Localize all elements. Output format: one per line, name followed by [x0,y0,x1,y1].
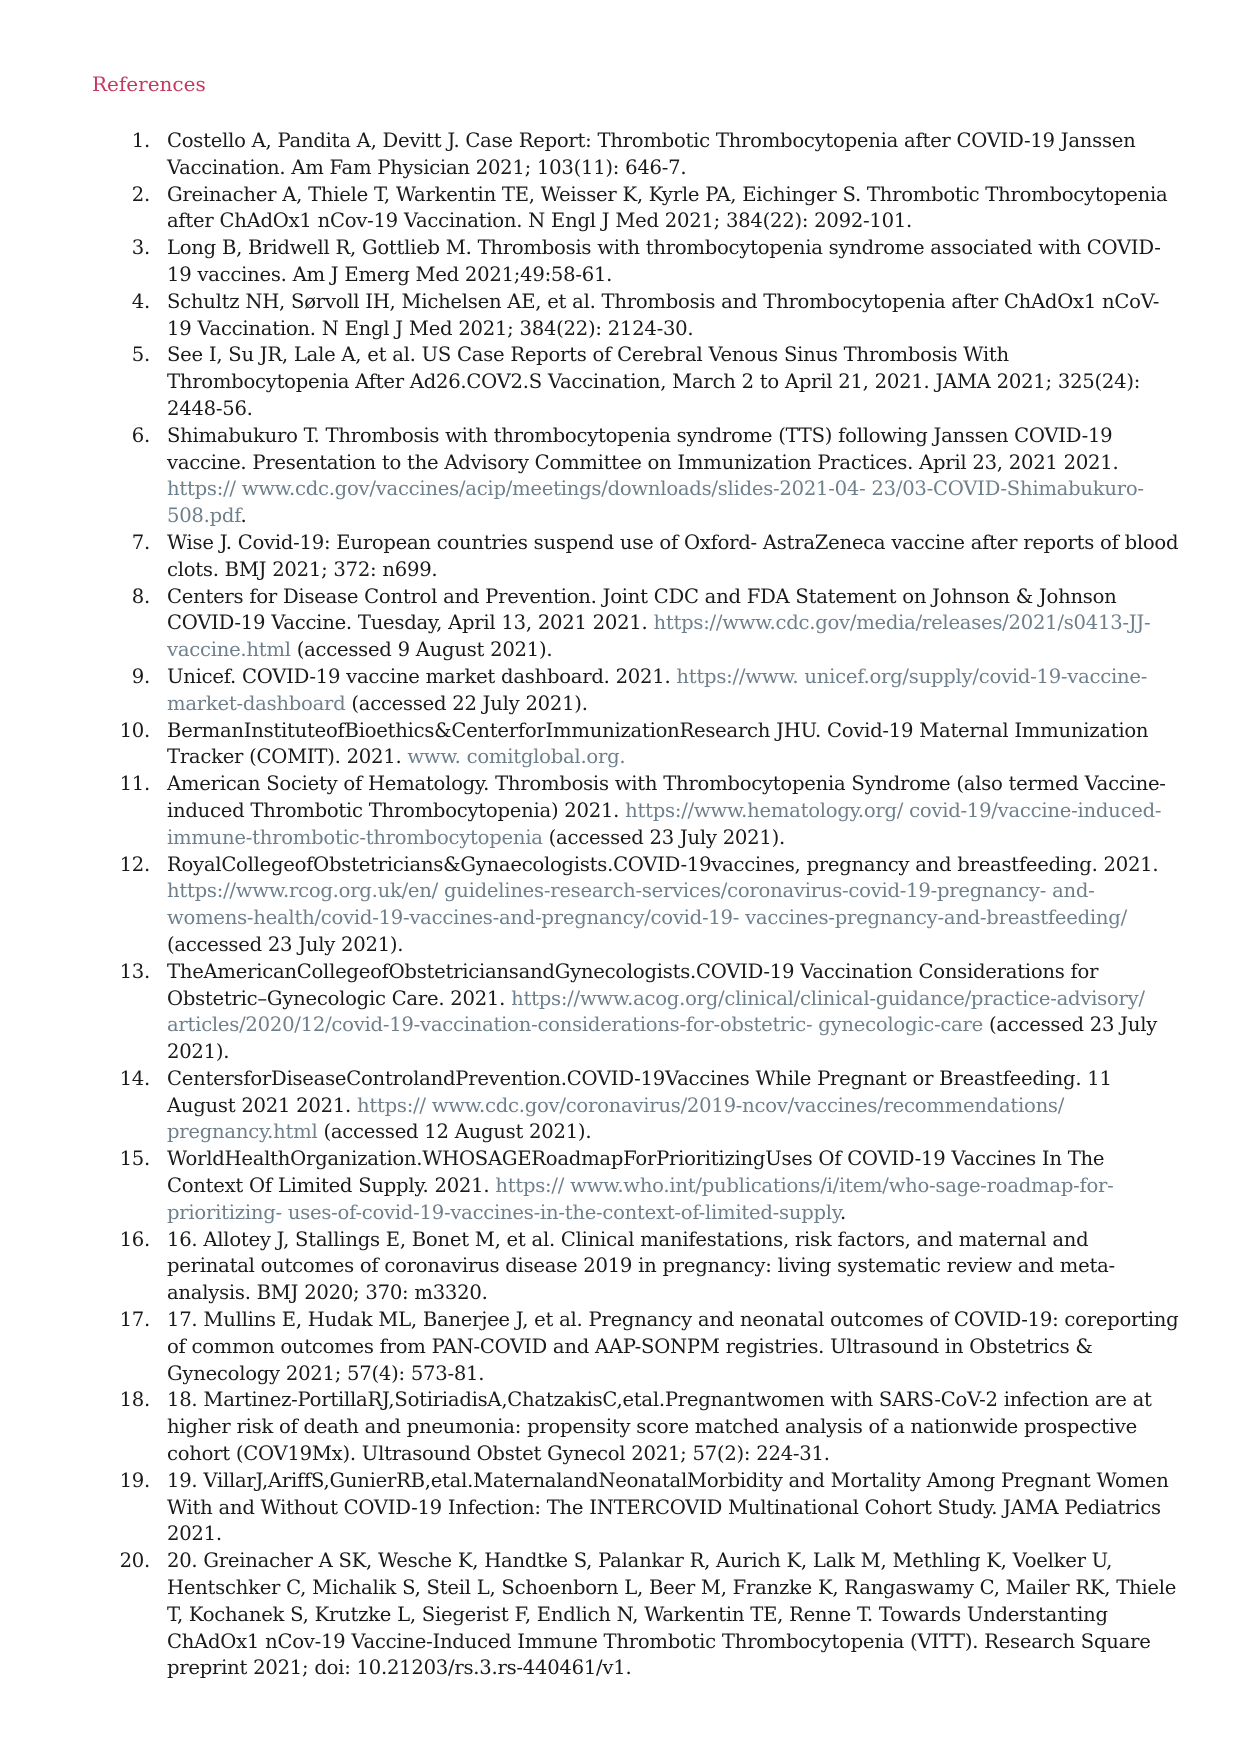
reference-list [0,128,1180,1682]
reference-number: 11. [119,772,150,796]
reference-link[interactable]: https://www.cdc.gov/media/releases/2021/s0413-JJ- vaccine.html [167,611,1151,662]
reference-text: Schultz NH, Sørvoll IH, Michelsen AE, et al. Thrombosis and Thrombocytopenia after ChAdOx1 nCoV-19 Vaccination. N Engl J Med 2021; 384(22): 2124-30. [167,289,1160,340]
reference-text: Unicef. COVID-19 vaccine market dashboard. 2021. [167,664,677,688]
reference-number: 12. [119,852,150,876]
reference-item [0,1307,1180,1387]
reference-number: 19. [119,1468,150,1492]
reference-text: See I, Su JR, Lale A, et al. US Case Reports of Cerebral Venous Sinus Thrombosis With Thrombocytopenia After Ad26.COV2.S Vaccination, March 2 to April 21, 2021. JAMA 2021; 325(24): 2448-56. [167,343,1141,420]
reference-item [0,1387,1180,1467]
reference-link[interactable]: https://www.rcog.org.uk/en/ guidelines-research-services/coronavirus-covid-19-pregnancy- and-womens-health/covid-19-vaccines-and-pregnancy/covid-19- vaccines-pregnancy-and-breastfeeding/ [167,879,1127,930]
reference-suffix: . [240,504,247,528]
reference-item [0,235,1180,289]
reference-number: 16. [119,1227,150,1251]
reference-link[interactable]: https://www. unicef.org/supply/covid-19-vaccine-market-dashboard [167,664,1148,715]
reference-text: 17. Mullins E, Hudak ML, Banerjee J, et al. Pregnancy and neonatal outcomes of COVID-19: coreporting of common outcomes from PAN-COVID and AAP-SONPM registries. Ultrasound in Obstetrics & Gynecology 2021; 57(4): 573-81. [167,1308,1179,1385]
reference-suffix: (accessed 23 July 2021). [167,1013,1158,1064]
reference-text: 20. Greinacher A SK, Wesche K, Handtke S, Palankar R, Aurich K, Lalk M, Methling K, Voelker U, Hentschker C, Michalik S, Steil L, Schoenborn L, Beer M, Franzke K, Rangaswamy C, Mailer RK, Thiele T, Kochanek S, Krutzke L, Siegerist F, Endlich N, Warkentin TE, Renne T. Towards Understanting ChAdOx1 nCov-19 Vaccine-Induced Immune Thrombotic Thrombocytopenia (VITT). Research Square preprint 2021; doi: 10.21203/rs.3.rs-440461/v1. [167,1549,1177,1680]
reference-number: 9. [131,664,150,688]
reference-link[interactable]: https://www.hematology.org/ covid-19/vaccine-induced-immune-thrombotic-thrombocytopenia [167,798,1162,849]
reference-item [0,530,1180,584]
reference-text: CentersforDiseaseControlandPrevention.COVID-19Vaccines While Pregnant or Breastfeeding. 11 August 2021 2021. [167,1066,1112,1117]
reference-text: 16. Allotey J, Stallings E, Bonet M, et al. Clinical manifestations, risk factors, and maternal and perinatal outcomes of coronavirus disease 2019 in pregnancy: living systematic review and meta-analysis. BMJ 2020; 370: m3320. [167,1227,1115,1305]
reference-text: Wise J. Covid-19: European countries suspend use of Oxford- AstraZeneca vaccine after reports of blood clots. BMJ 2021; 372: n699. [167,530,1179,581]
reference-text: Greinacher A, Thiele T, Warkentin TE, Weisser K, Kyrle PA, Eichinger S. Thrombotic Thrombocytopenia after ChAdOx1 nCov-19 Vaccination. N Engl J Med 2021; 384(22): 2092-101. [167,182,1168,233]
reference-text: Long B, Bridwell R, Gottlieb M. Thrombosis with thrombocytopenia syndrome associated with COVID-19 vaccines. Am J Emerg Med 2021;49:58-61. [167,236,1161,286]
reference-link[interactable]: www. comitglobal.org. [407,745,626,769]
reference-number: 13. [119,959,150,983]
reference-number: 10. [119,718,150,742]
references-heading: References [92,72,206,96]
reference-suffix: (accessed 22 July 2021). [345,691,588,715]
reference-item [0,289,1180,343]
reference-item [0,342,1180,422]
reference-item [0,771,1180,851]
reference-suffix: (accessed 12 August 2021). [317,1120,592,1144]
reference-item [0,182,1180,236]
reference-link[interactable]: https://www.acog.org/clinical/clinical-guidance/practice-advisory/ articles/2020/12/covid-19-vaccination-considerations-for-obstetric- gynecologic-care [167,986,1145,1037]
reference-number: 17. [119,1308,150,1332]
reference-text: Shimabukuro T. Thrombosis with thrombocytopenia syndrome (TTS) following Janssen COVID-19 vaccine. Presentation to the Advisory Committee on Immunization Practices. April 23, 2021 2021. [167,423,1119,474]
reference-number: 2. [131,182,150,206]
reference-item [0,423,1180,530]
reference-text: WorldHealthOrganization.WHOSAGERoadmapForPrioritizingUses Of COVID-19 Vaccines In The Context Of Limited Supply. 2021. [167,1147,1105,1198]
reference-number: 14. [119,1066,150,1090]
reference-item [0,1227,1180,1307]
reference-text: 19. VillarJ,AriffS,GunierRB,etal.MaternalandNeonatalMorbidity and Mortality Among Pregnant Women With and Without COVID-19 Infection: The INTERCOVID Multinational Cohort Study. JAMA Pediatrics 2021. [167,1468,1169,1546]
reference-text: Centers for Disease Control and Prevention. Joint CDC and FDA Statement on Johnson & Johnson COVID-19 Vaccine. Tuesday, April 13, 2021 2021. [167,584,1117,635]
reference-number: 7. [131,530,150,554]
reference-item [0,852,1180,959]
reference-item [0,1146,1180,1226]
reference-number: 15. [119,1147,150,1171]
reference-text: American Society of Hematology. Thrombosis with Thrombocytopenia Syndrome (also termed Vaccine-induced Thrombotic Thrombocytopenia) 2021. [167,772,1166,822]
reference-item [0,1468,1180,1548]
reference-number: 4. [131,289,150,313]
reference-item [0,584,1180,664]
reference-link[interactable]: https:// www.cdc.gov/coronavirus/2019-ncov/vaccines/recommendations/ pregnancy.html [167,1093,1065,1144]
reference-item [0,718,1180,772]
reference-link[interactable]: https:// www.cdc.gov/vaccines/acip/meetings/downloads/slides-2021-04- 23/03-COVID-Shimabukuro-508.pdf [167,477,1144,528]
reference-text: 18. Martinez-PortillaRJ,SotiriadisA,ChatzakisC,etal.Pregnantwomen with SARS-CoV-2 infection are at higher risk of death and pneumonia: propensity score matched analysis of a nationwide prospective cohort (COV19Mx). Ultrasound Obstet Gynecol 2021; 57(2): 224-31. [167,1388,1152,1466]
reference-number: 18. [119,1388,150,1412]
reference-item [0,1548,1180,1682]
reference-text: TheAmericanCollegeofObstetriciansandGynecologists.COVID-19 Vaccination Considerations for Obstetric–Gynecologic Care. 2021. [167,959,1099,1010]
reference-suffix: (accessed 23 July 2021). [167,932,404,956]
reference-number: 1. [131,129,150,152]
reference-number: 6. [131,423,150,447]
reference-item [0,959,1180,1066]
reference-suffix: . [840,1200,847,1224]
reference-link[interactable]: https:// www.who.int/publications/i/item/who-sage-roadmap-for-prioritizing- uses-of-covid-19-vaccines-in-the-context-of-limited-supply [167,1174,1114,1224]
reference-number: 5. [131,343,150,367]
reference-text: Costello A, Pandita A, Devitt J. Case Report: Thrombotic Thrombocytopenia after COVID-19 Janssen Vaccination. Am Fam Physician 2021; 103(11): 646-7. [167,129,1136,179]
reference-item [0,664,1180,718]
reference-number: 20. [119,1549,150,1573]
reference-number: 3. [131,236,150,260]
reference-item [0,1066,1180,1146]
reference-number: 8. [131,584,150,608]
reference-suffix: (accessed 9 August 2021). [290,638,553,662]
reference-suffix: (accessed 23 July 2021). [542,825,785,849]
reference-text: BermanInstituteofBioethics&CenterforImmunizationResearch JHU. Covid-19 Maternal Immunization Tracker (COMIT). 2021. [167,718,1149,769]
reference-item [0,128,1180,182]
reference-text: RoyalCollegeofObstetricians&Gynaecologists.COVID-19vaccines, pregnancy and breastfeeding. 2021. [167,852,1159,876]
